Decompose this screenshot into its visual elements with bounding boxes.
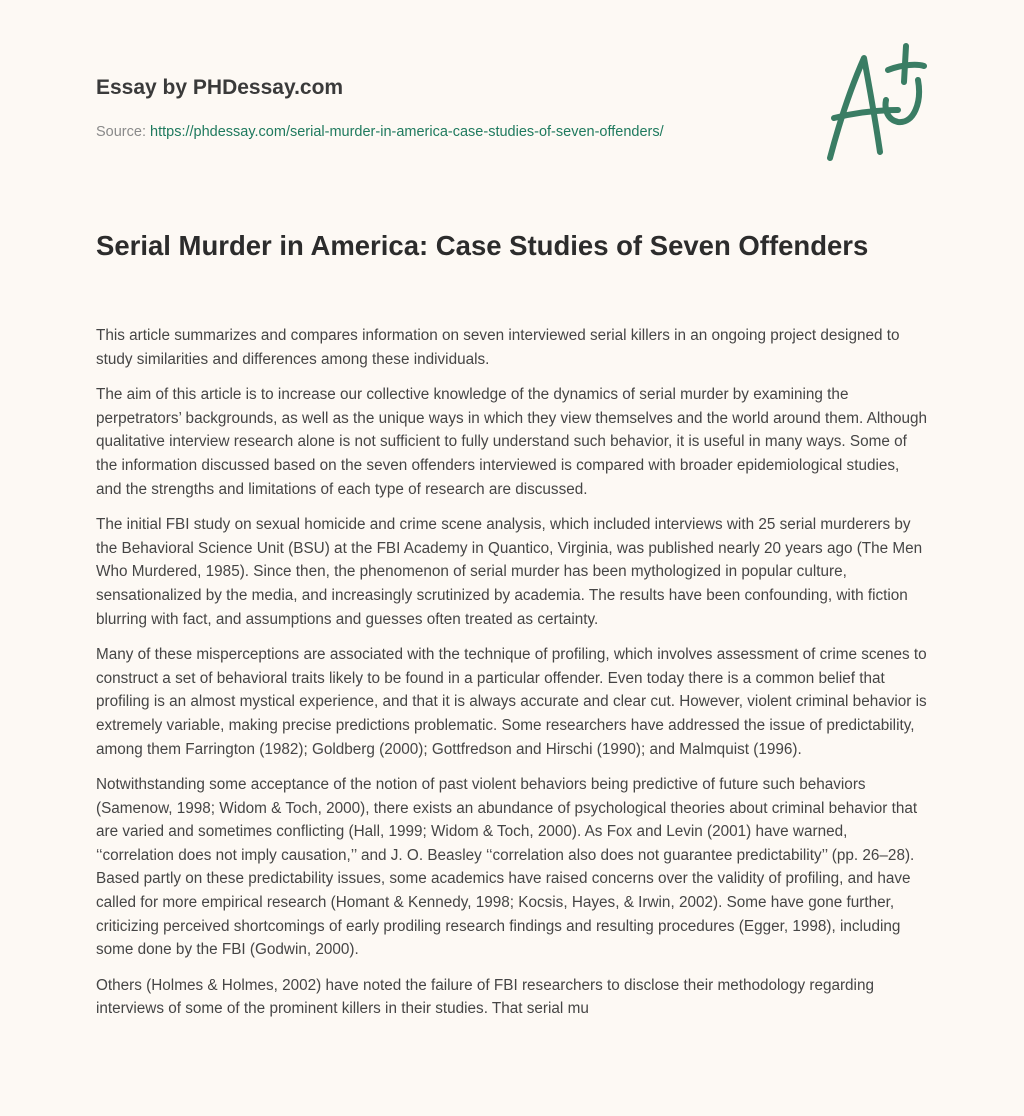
paragraph: The aim of this article is to increase our collective knowledge of the dynamics of serial murder by examining the perpetrators’ backgrounds, as well as the unique ways in which they view themselves and the world around them. Although qualitative interview research alone is not sufficient to fully understand such behavior, it is useful in many ways. Some of the information discussed based on the seven offenders interviewed is compared with broader epidemiological studies, and the strengths and limitations of each type of research are discussed. — [96, 386, 928, 498]
paragraph: This article summarizes and compares information on seven interviewed serial killers in an ongoing project designed to study similarities and differences among these individuals. — [96, 327, 900, 368]
a-plus-logo-icon — [818, 40, 928, 165]
source-link[interactable]: https://phdessay.com/serial-murder-in-america-case-studies-of-seven-offenders/ — [150, 124, 664, 140]
source-line — [96, 124, 664, 140]
article-body — [96, 324, 928, 1033]
brand-title: Essay by PHDessay.com — [96, 76, 344, 99]
source-label: Source: — [96, 124, 146, 140]
paragraph: Many of these misperceptions are associated with the technique of profiling, which involves assessment of crime scenes to construct a set of behavioral traits likely to be found in a particular offender. Even today there is a common belief that profiling is an almost mystical experience, and that it is always accurate and clear cut. However, violent criminal behavior is extremely variable, making precise predictions problematic. Some researchers have addressed the issue of predictability, among them Farrington (1982); Goldberg (2000); Gottfredson and Hirschi (1990); and Malmquist (1996). — [96, 646, 927, 758]
article-title: Serial Murder in America: Case Studies of Seven Offenders — [96, 230, 869, 261]
paragraph: The initial FBI study on sexual homicide and crime scene analysis, which included interviews with 25 serial murderers by the Behavioral Science Unit (BSU) at the FBI Academy in Quantico, Virginia, was published nearly 20 years ago (The Men Who Murdered, 1985). Since then, the phenomenon of serial murder has been mythologized in popular culture, sensationalized by the media, and increasingly scrutinized by academia. The results have been confounding, with fiction blurring with fact, and assumptions and guesses often treated as certainty. — [96, 516, 923, 628]
paragraph: Others (Holmes & Holmes, 2002) have noted the failure of FBI researchers to disclose their methodology regarding interviews of some of the prominent killers in their studies. That serial mu — [96, 976, 874, 1018]
paragraph: Notwithstanding some acceptance of the notion of past violent behaviors being predictive of future such behaviors (Samenow, 1998; Widom & Toch, 2000), there exists an abundance of psychological theories about criminal behavior that are varied and sometimes conflicting (Hall, 1999; Widom & Toch, 2000). As Fox and Levin (2001) have warned, ‘‘correlation does not imply causation,’’ and J. O. Beasley ‘‘correlation also does not guarantee predictability’’ (pp. 26–28). Based partly on these predictability issues, some academics have raised concerns over the validity of profiling, and have called for more empirical research (Homant & Kennedy, 1998; Kocsis, Hayes, & Irwin, 2002). Some have gone further, criticizing perceived shortcomings of early prodiling research findings and resulting procedures (Egger, 1998), including some done by the FBI (Godwin, 2000). — [96, 776, 918, 959]
site-header — [96, 76, 343, 100]
